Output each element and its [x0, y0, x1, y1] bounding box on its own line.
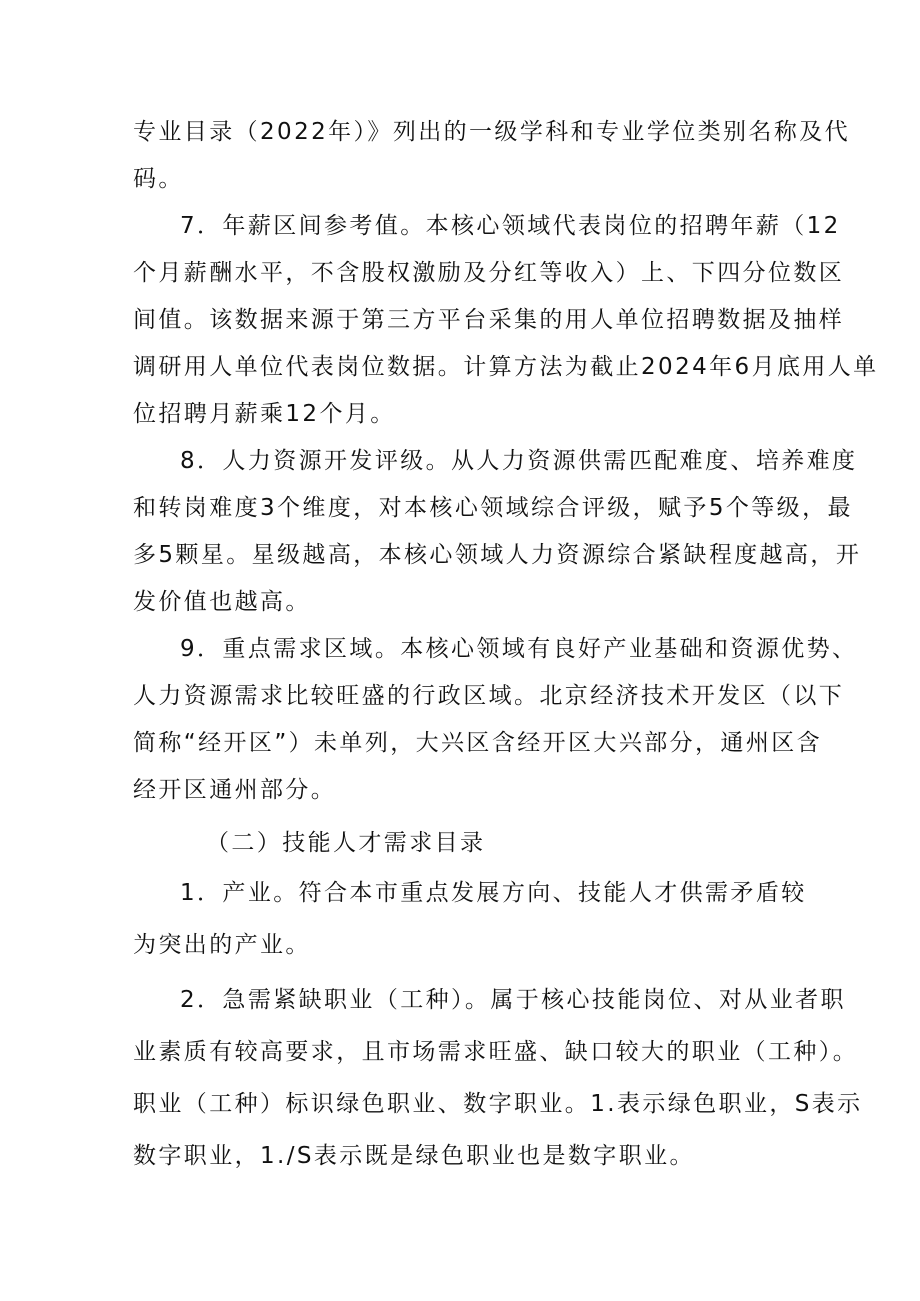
text-line: 职业（工种）标识绿色职业、数字职业。1.表示绿色职业，S表示 [133, 1091, 863, 1117]
text-line: 调研用人单位代表岗位数据。计算方法为截止2024年6月底用人单 [133, 354, 879, 380]
text-line: 多5颗星。星级越高，本核心领域人力资源综合紧缺程度越高，开 [133, 542, 862, 568]
paragraph-1-start: 1．产业。符合本市重点发展方向、技能人才供需矛盾较 [180, 880, 807, 906]
text-line: 简称“经开区”）未单列，大兴区含经开区大兴部分，通州区含 [133, 730, 823, 756]
text-line: 发价值也越高。 [133, 589, 311, 615]
text-line: 专业目录（2022年）》列出的一级学科和专业学位类别名称及代 [133, 119, 851, 145]
paragraph-8-start: 8．人力资源开发评级。从人力资源供需匹配难度、培养难度 [180, 448, 858, 474]
text-line: 和转岗难度3个维度，对本核心领域综合评级，赋予5个等级，最 [133, 495, 853, 521]
paragraph-7-start: 7．年薪区间参考值。本核心领域代表岗位的招聘年薪（12 [180, 213, 841, 239]
text-line: 经开区通州部分。 [133, 777, 337, 803]
text-line: 业素质有较高要求，且市场需求旺盛、缺口较大的职业（工种）。 [133, 1039, 859, 1065]
text-line: 个月薪酬水平，不含股权激励及分红等收入）上、下四分位数区 [133, 260, 845, 286]
text-line: 间值。该数据来源于第三方平台采集的用人单位招聘数据及抽样 [133, 307, 845, 333]
text-line: 码。 [133, 166, 184, 192]
paragraph-9-start: 9．重点需求区域。本核心领域有良好产业基础和资源优势、 [180, 636, 858, 662]
text-line: 为突出的产业。 [133, 932, 311, 958]
paragraph-2-start: 2．急需紧缺职业（工种）。属于核心技能岗位、对从业者职 [180, 987, 846, 1013]
text-line: 数字职业，1./S表示既是绿色职业也是数字职业。 [133, 1143, 695, 1169]
text-line: 位招聘月薪乘12个月。 [133, 401, 396, 427]
text-line: 人力资源需求比较旺盛的行政区域。北京经济技术开发区（以下 [133, 683, 845, 709]
section-heading: （二）技能人才需求目录 [206, 830, 486, 856]
